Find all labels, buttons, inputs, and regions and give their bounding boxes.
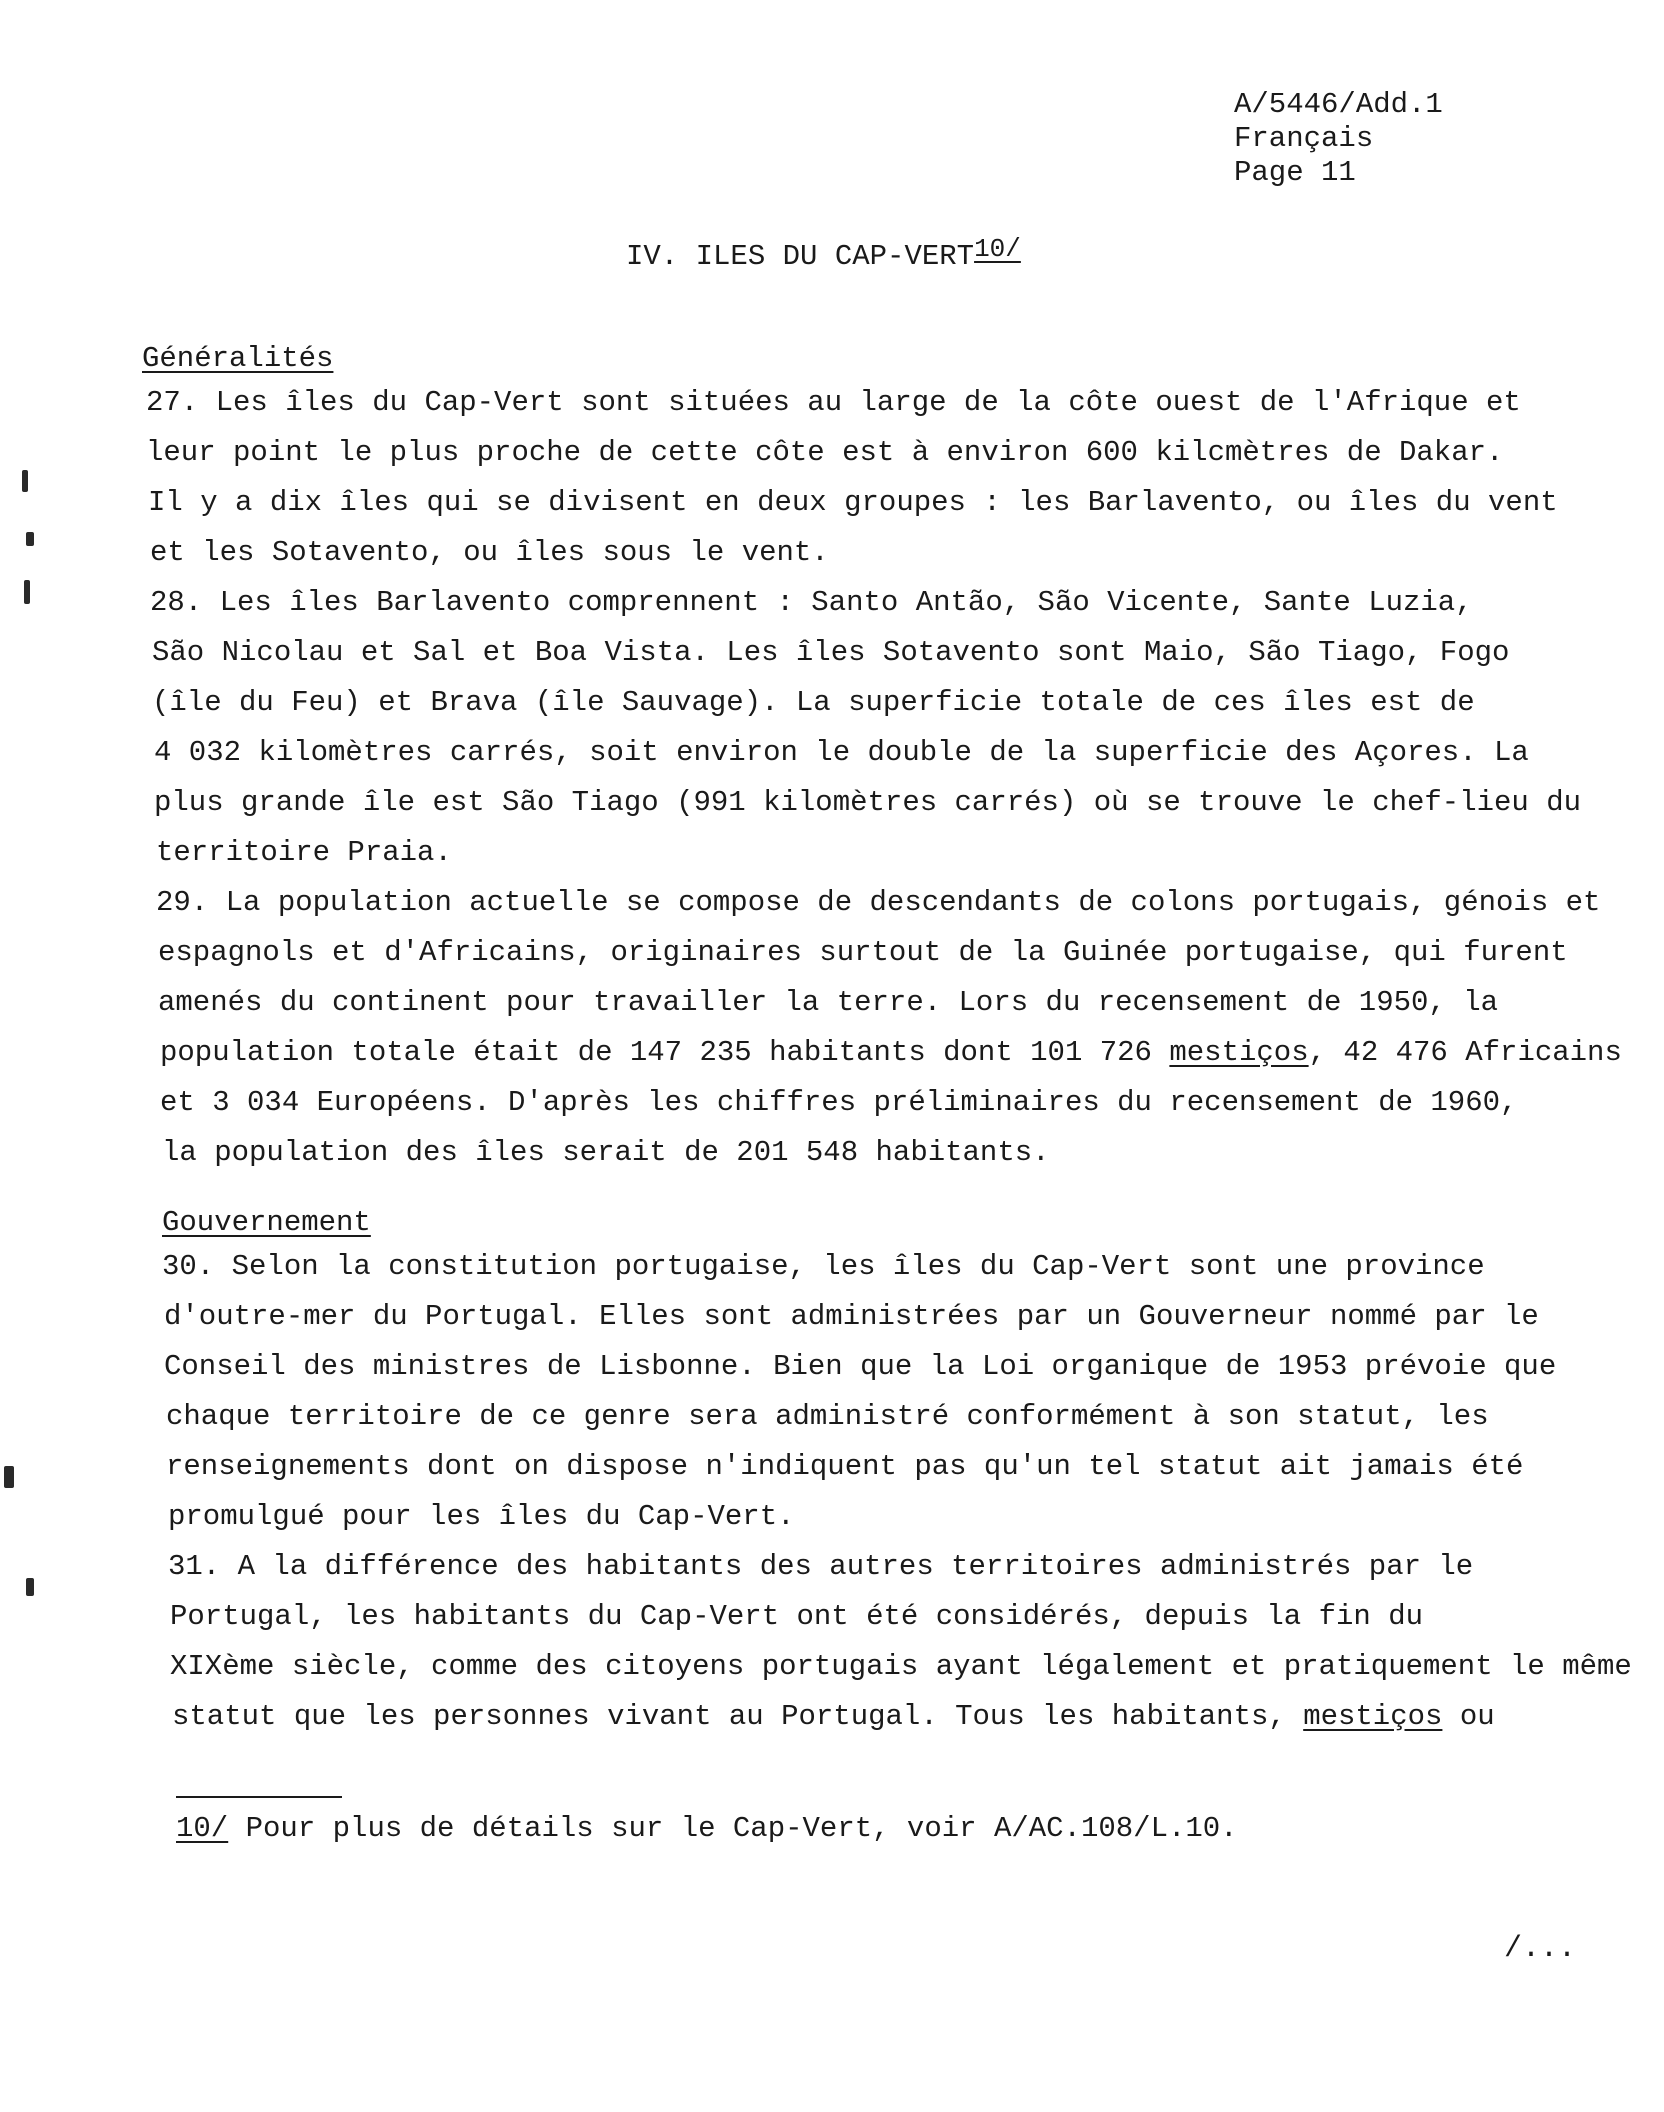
page-title (626, 234, 1021, 274)
scan-artifact (4, 1466, 14, 1488)
scan-artifact (26, 532, 34, 546)
text-line (160, 1036, 1622, 1070)
text-line: Conseil des ministres de Lisbonne. Bien que la Loi organique de 1953 prévoie que (164, 1350, 1557, 1383)
text-line: 28. Les îles Barlavento comprennent : Santo Antão, São Vicente, Sante Luzia, (150, 586, 1473, 619)
text-segment: statut que les personnes vivant au Portugal. Tous les habitants, (172, 1700, 1304, 1733)
text-line: 4 032 kilomètres carrés, soit environ le double de la superficie des Açores. La (154, 736, 1529, 769)
title-footnote-ref: 10/ (974, 234, 1021, 264)
text-line: (île du Feu) et Brava (île Sauvage). La superficie totale de ces îles est de (152, 686, 1475, 719)
term-mesticos: mestiços (1169, 1036, 1309, 1069)
text-line: 30. Selon la constitution portugaise, les îles du Cap-Vert sont une province (162, 1250, 1485, 1283)
text-line: São Nicolau et Sal et Boa Vista. Les îles Sotavento sont Maio, São Tiago, Fogo (152, 636, 1510, 669)
text-segment: population totale était de 147 235 habitants dont 101 726 (160, 1036, 1170, 1069)
text-line: chaque territoire de ce genre sera administré conformément à son statut, les (166, 1400, 1489, 1433)
scan-artifact (26, 1578, 34, 1596)
footnote-mark: 10/ (176, 1812, 229, 1845)
text-line: et 3 034 Européens. D'après les chiffres préliminaires du recensement de 1960, (160, 1086, 1518, 1119)
text-line: espagnols et d'Africains, originaires surtout de la Guinée portugaise, qui furent (158, 936, 1568, 969)
text-line: la population des îles serait de 201 548 habitants. (162, 1136, 1050, 1169)
document-language: Français (1234, 122, 1374, 155)
text-line: 29. La population actuelle se compose de descendants de colons portugais, génois et (156, 886, 1601, 919)
continuation-mark: /... (1504, 1932, 1577, 1966)
text-line: 31. A la différence des habitants des autres territoires administrés par le (168, 1550, 1474, 1583)
document-symbol: A/5446/Add.1 (1234, 88, 1443, 121)
text-line (172, 1700, 1495, 1734)
text-line: Portugal, les habitants du Cap-Vert ont été considérés, depuis la fin du (170, 1600, 1424, 1633)
footnote (176, 1812, 1238, 1846)
text-line: plus grande île est São Tiago (991 kilomètres carrés) où se trouve le chef-lieu du (154, 786, 1582, 819)
text-segment: , 42 476 Africains (1308, 1036, 1622, 1069)
footnote-text: Pour plus de détails sur le Cap-Vert, voir A/AC.108/L.10. (228, 1812, 1238, 1845)
text-line: 27. Les îles du Cap-Vert sont situées au large de la côte ouest de l'Afrique et (146, 386, 1521, 419)
scan-artifact (24, 580, 30, 604)
text-line: promulgué pour les îles du Cap-Vert. (168, 1500, 795, 1533)
document-header (1234, 88, 1443, 190)
scan-artifact (22, 470, 28, 492)
footnote-rule (176, 1796, 342, 1798)
text-line: XIXème siècle, comme des citoyens portugais ayant légalement et pratiquement le même (170, 1650, 1632, 1683)
heading-gouvernement: Gouvernement (162, 1206, 371, 1239)
text-line: d'outre-mer du Portugal. Elles sont administrées par un Gouverneur nommé par le (164, 1300, 1539, 1333)
page-number: Page 11 (1234, 156, 1356, 189)
term-mesticos: mestiços (1303, 1700, 1443, 1733)
text-line: renseignements dont on dispose n'indiquent pas qu'un tel statut ait jamais été (166, 1450, 1524, 1483)
text-line: amenés du continent pour travailler la terre. Lors du recensement de 1950, la (158, 986, 1499, 1019)
text-line: et les Sotavento, ou îles sous le vent. (150, 536, 829, 569)
text-line: leur point le plus proche de cette côte est à environ 600 kilcmètres de Dakar. (146, 436, 1504, 469)
text-line: territoire Praia. (156, 836, 452, 869)
text-line: Il y a dix îles qui se divisent en deux groupes : les Barlavento, ou îles du vent (148, 486, 1558, 519)
heading-generalites: Généralités (142, 342, 334, 375)
text-segment: ou (1442, 1700, 1495, 1733)
title-text: IV. ILES DU CAP-VERT (626, 240, 975, 273)
